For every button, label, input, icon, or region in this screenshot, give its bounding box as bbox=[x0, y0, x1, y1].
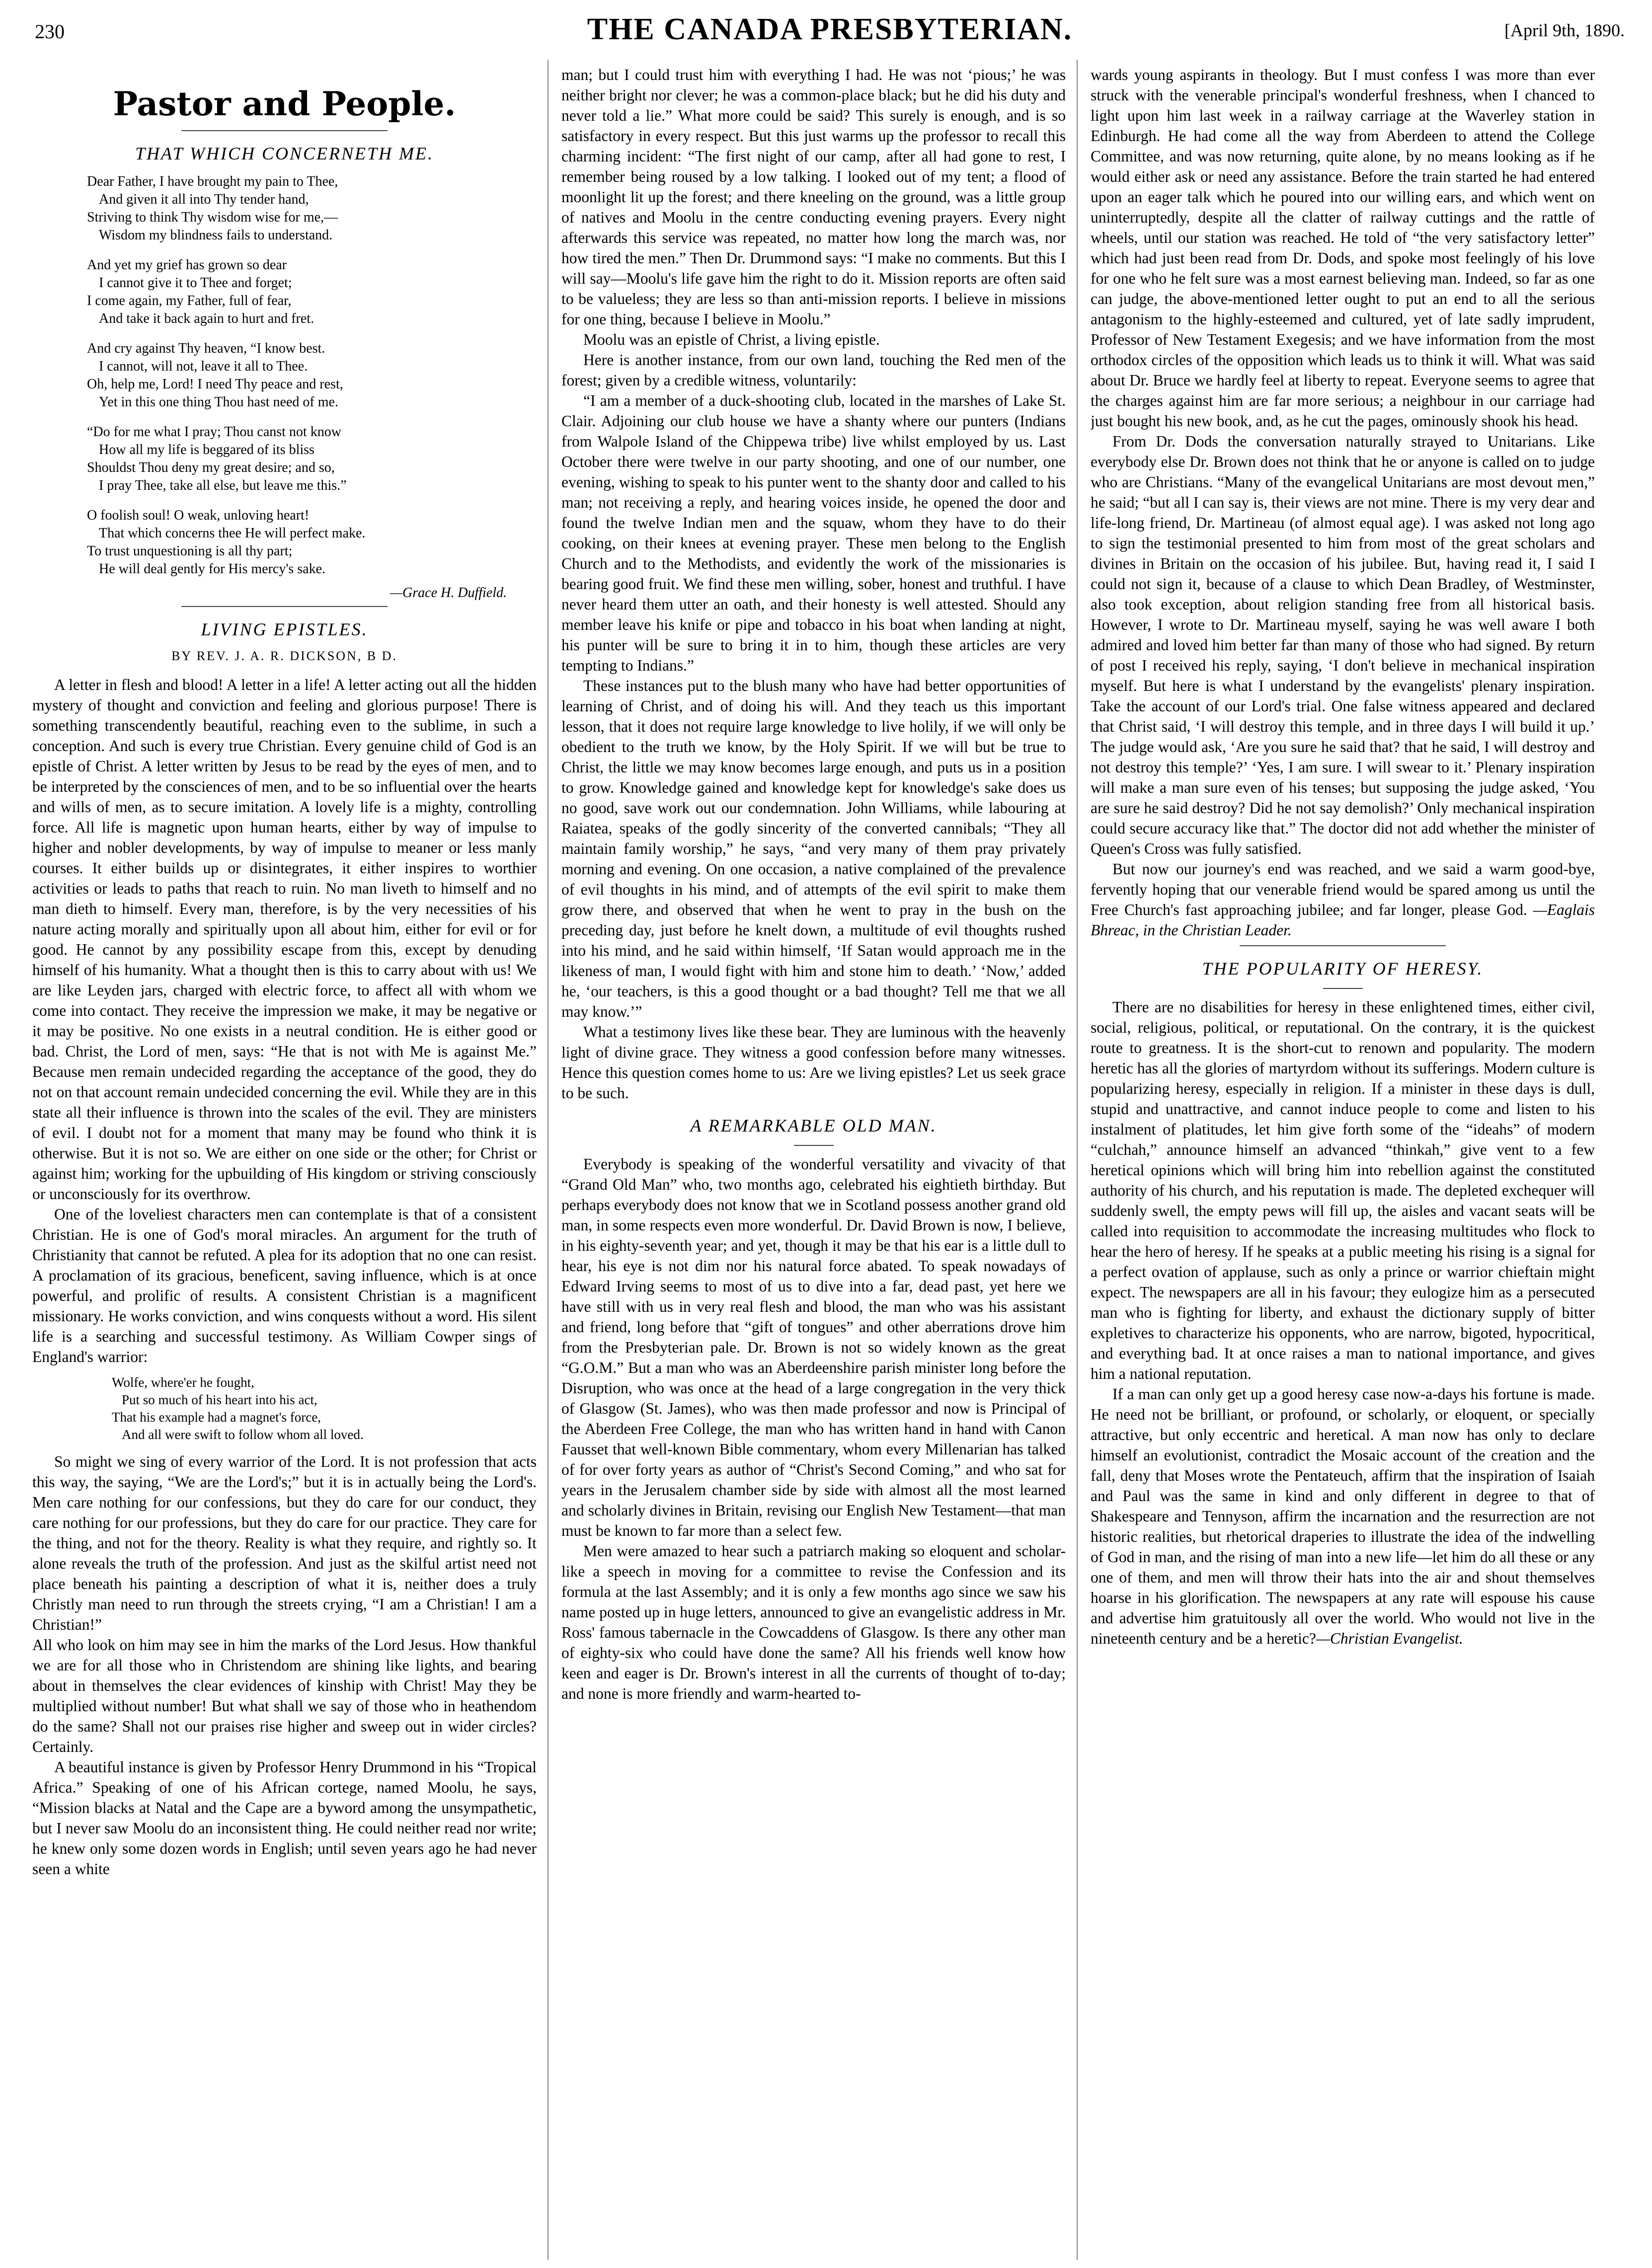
verse-line: And all were swift to follow whom all loved. bbox=[122, 1427, 364, 1442]
poem-line: And cry against Thy heaven, “I know best. bbox=[87, 341, 325, 356]
paragraph: “I am a member of a duck-shooting club, located in the marshes of Lake St. Clair. Adjoining our club house we have a shanty where our punters (Indians from Walpole Island of the Chippewa tribe) live whilst employed by us. Last October there were twelve in our party shooting, and one of our number, one evening, wishing to speak to his punter went to the shanty door and called to his man; not receiving a reply, and hearing voices inside, he opened the door and found the twelve Indian men and the squaw, whom they have to do their cooking, on their knees at evening prayer. These men belong to the English Church and to the Methodists, and evidently the work of the missionaries is bearing good fruit. We find these men willing, sober, honest and truthful. I have never heard them utter an oath, and their honesty is well attested. Should any member leave his knife or pipe and tobacco in his boat when landing at night, his punter will be sure to bring it in to him, though these articles are very tempting to Indians.” bbox=[561, 392, 1066, 674]
section-heading: Pastor and People. bbox=[113, 84, 456, 123]
paragraph: There are no disabilities for heresy in these enlightened times, either civil, social, religious, political, or reputational. On the contrary, it is the quickest route to greatness. It is the short-cut to renown and popularity. The modern heretic has all the glories of martyrdom without its sufferings. Modern culture is popularizing heresy, especially in religion. If a minister in these days is dull, stupid and unattractive, and cannot induce people to come and listen to his instalment of platitudes, let him give forth some of the “ideahs” of modern “culchah,” announce himself an advanced “thinkah,” give vent to a few heretical opinions which will bring him into rebellion against the constituted authority of his church, and his reputation is made. The depleted exchequer will suddenly swell, the empty pews will fill up, the aisles and vacant seats will be called into requisition to accommodate the increasing multitudes who flock to hear the hero of heresy. If he speaks at a public meeting his rising is a signal for a perfect ovation of applause, such as only a prince or warrior chieftain might expect. The newspapers are all in his favour; they eulogize him as a persecuted man who is fighting for liberty, and exhaust the dictionary supply of bitter expletives to characterize his opponents, who are narrow, bigoted, hypocritical, and everything bad. It at once raises a man to national importance, and gives him a national reputation. bbox=[1091, 998, 1595, 1382]
poem-line: Shouldst Thou deny my great desire; and so, bbox=[87, 460, 335, 475]
page-header bbox=[35, 5, 1625, 45]
article-title: A REMARKABLE OLD MAN. bbox=[690, 1116, 937, 1135]
issue-date: [April 9th, 1890. bbox=[1504, 20, 1625, 40]
poem-line: Yet in this one thing Thou hast need of me. bbox=[99, 394, 338, 410]
verse-line: Wolfe, where'er he fought, bbox=[112, 1375, 254, 1390]
poem-line: “Do for me what I pray; Thou canst not know bbox=[87, 424, 341, 440]
paragraph: Moolu was an epistle of Christ, a living epistle. bbox=[583, 331, 880, 348]
paragraph: Men were amazed to hear such a patriarch making so eloquent and scholar-like a speech in moving for a committee to revise the Confession and its formula at the last Assembly; and it is only a few months ago since we saw his name posted up in huge letters, announced to give an evangelistic address in Mr. Ross' famous tabernacle in the Cowcaddens of Glasgow. Is there any other man of eighty-six who could have done the same? All his friends well know how keen and eager is Dr. Brown's interest in all the currents of thought of to-day; and none is more friendly and warm-hearted to- bbox=[561, 1542, 1066, 1702]
poem-stanza bbox=[87, 340, 537, 411]
divider bbox=[1323, 988, 1363, 989]
poem-line: Wisdom my blindness fails to understand. bbox=[99, 227, 333, 243]
poem-stanza bbox=[87, 507, 537, 578]
poem-stanza bbox=[87, 256, 537, 328]
paragraph: A letter in flesh and blood! A letter in a life! A letter acting out all the hidden mystery of thought and conviction and feeling and glorious purpose! There is something transcendently beautiful, reaching even to the sublime, in such a conception. And such is every true Christian. Every genuine child of God is an epistle of Christ. A letter written by Jesus to be read by the eyes of men, and to be interpreted by the consciences of men, and to be so influential over the hearts and wills of men, as to secure imitation. A lovely life is a mighty, controlling force. All life is magnetic upon human hearts, either by way of impulse to higher and nobler developments, by way of impulse to meaner or less manly courses. It either builds up or disintegrates, it either inspires to worthier activities or leads to paths that reach to ruin. No man liveth to himself and no man dieth to himself. Every man, therefore, is by the very necessities of his nature acting morally and spiritually upon all about him, either for evil or for good. He cannot by any possibility escape from this, except by denuding himself of his humanity. What a thought then is this to carry about with us! We are like Leyden jars, charged with electric force, to affect all with whom we come into contact. They receive the impression we make, it may be negative or it may be positive. No one exists in a neutral condition. He is either good or bad. Christ, the Lord of men, says: “He that is not with Me is against Me.” Because men remain undecided regarding the acceptance of the good, they do not on that account remain undecided concerning the evil. While they are in this state all their influence is thrown into the scales of the evil. They are ministers of evil. I doubt not for a moment that many may be found who think it is otherwise. But it is not so. We are either on one side or the other; for Christ or against him; working for the upbuilding of His kingdom or striving consciously or unconsciously for its overthrow. bbox=[32, 676, 537, 1203]
poem-line: I cannot, will not, leave it all to Thee. bbox=[99, 359, 308, 374]
column-2 bbox=[561, 65, 1066, 2260]
column-1 bbox=[32, 65, 537, 2260]
poem-line: How all my life is beggared of its bliss bbox=[99, 442, 315, 457]
quoted-verse bbox=[112, 1374, 537, 1443]
divider bbox=[181, 130, 388, 131]
paragraph: These instances put to the blush many who have had better opportunities of learning of Christ, and of doing his will. And they teach us this important lesson, that it does not require large knowledge to live holily, if we will only be obedient to the truth we know, by the Holy Spirit. If we will but be true to Christ, the little we may know becomes large enough, and puts us in a position to grow. Knowledge gained and knowledge kept for knowledge's sake does us no good, save work out our condemnation. John Williams, while labouring at Raiatea, speaks of the godly sincerity of the converted cannibals; “They all maintain family worship,” he says, “and very many of them pray privately morning and evening. On one occasion, a native complained of the prevalence of evil thoughts in his mind, and of attempts of the evil spirit to make them grow there, and observed that when he went to pray in the bush on the preceding day, just before he knelt down, a multitude of evil thoughts rushed into his mind, and he said within himself, ‘If Satan would approach me in the likeness of man, I would fight with him and stone him to death.’ ‘Now,’ added he, ‘our teachers, is this a good thought or a bad thought? Tell me that we all may know.’” bbox=[561, 677, 1066, 1020]
poem-line: And yet my grief has grown so dear bbox=[87, 257, 287, 273]
paragraph: man; but I could trust him with everything I had. He was not ‘pious;’ he was neither bright nor clever; he was a common-place black; but he did his duty and never told a lie.” What more could be said? This surely is enough, and is so satisfactory in every respect. But this just warms up the professor to recall this charming incident: “The first night of our camp, after all had gone to rest, I remember being roused by a low talking. I looked out of my tent; a flood of moonlight lit up the forest; and there kneeling on the ground, was a little group of natives and Moolu in the centre conducting evening prayers. Every night afterwards this service was repeated, no matter how long the march was, nor how tired the men.” Then Dr. Drummond says: “I make no comments. But this I will say—Moolu's life gave him the right to do it. Mission reports are often said to be valueless; they are less so than anti-mission reports. I believe in missions for one thing, because I believe in Moolu.” bbox=[561, 66, 1066, 328]
paragraph: So might we sing of every warrior of the Lord. It is not profession that acts this way, the saying, “We are the Lord's;” but it is in actually being the Lord's. Men care nothing for our confessions, but they do care for our conduct, they care nothing for our professions, but they do care for our practice. They care for the thing, and not for the theory. Reality is what they require, and rightly so. It alone reveals the truth of the profession. And just as the skilful artist need not place beneath his painting a description of what it is, neither does a truly Christly man need to run through the streets crying, “I am a Christian! I am a Christian!” bbox=[32, 1453, 537, 1633]
poem-line: Dear Father, I have brought my pain to Thee, bbox=[87, 174, 338, 189]
paragraph bbox=[1091, 1384, 1595, 1649]
poem-title: THAT WHICH CONCERNETH ME. bbox=[135, 144, 434, 163]
paragraph: One of the loveliest characters men can contemplate is that of a consistent Christian. He is one of God's moral miracles. An argument for the truth of Christianity that cannot be refuted. A plea for its adoption that no one can resist. A proclamation of its gracious, beneficent, saving influence, which is at once powerful, and prolific of results. A consistent Christian is a magnificent missionary. He works conviction, and wins conquests without a word. His silent life is a searching and successful testimony. As William Cowper sings of England's warrior: bbox=[32, 1206, 537, 1365]
poem-line: Oh, help me, Lord! I need Thy peace and rest, bbox=[87, 377, 343, 392]
article-source: —Christian Evangelist. bbox=[1316, 1630, 1463, 1647]
paragraph: wards young aspirants in theology. But I must confess I was more than ever struck with the venerable principal's wonderful freshness, when I chanced to light upon him last week in a railway carriage at the Waverley station in Edinburgh. He had come all the way from Aberdeen to attend the College Committee, and was now returning, quite alone, by no means looking as if he would either ask or need any assistance. Before the train started he had entered upon an eager talk which he poured into our willing ears, and which went on uninterruptedly, despite all the clatter of railway cuttings and the rattle of wheels, until our station was reached. He told of “the very satisfactory letter” which had just been read from Dr. Dods, and spoke most feelingly of his love for one who he felt sure was a most earnest believing man. Indeed, so far as one can judge, the above-mentioned letter ought to put an end to all the serious antagonism to the highly-esteemed and cultured, yet of late sadly imprudent, Professor of New Testament Exegesis; and we have information from the most orthodox circles of the opposition which leads us to think it will. What was said about Dr. Bruce we hardly feel at liberty to repeat. Everyone seems to agree that the charges against him are far more serious; a neighbour in our carriage had just bought his new book, and, as he cut the pages, ominously shook his head. bbox=[1091, 66, 1595, 430]
article-title: THE POPULARITY OF HERESY. bbox=[1202, 959, 1484, 979]
paragraph-text: If a man can only get up a good heresy case now-a-days his fortune is made. He need not be brilliant, or profound, or scholarly, or eloquent, or specially attractive, but only eccentric and heretical. A man now has only to declare himself an evolutionist, contradict the Mosaic account of the creation and the fall, deny that Moses wrote the Pentateuch, affirm that the inspiration of Isaiah and Paul was the same in kind and only different in degree to that of Shakespeare and Tennyson, affirm the incarnation and the resurrection are not historic realities, but rhetorical draperies to illustrate the idea of the indwelling of God in man, and the rising of man into a new life—let him do all these or any one of them, and men will throw their hats into the air and shout themselves hoarse in his glorification. The newspapers at any rate will espouse his cause and advertise him gratuitously all over the world. Who would not live in the nineteenth century and be a heretic? bbox=[1091, 1385, 1595, 1647]
poem-stanza bbox=[87, 173, 537, 244]
verse-line: That his example had a magnet's force, bbox=[112, 1410, 321, 1425]
paragraph-text: But now our journey's end was reached, and we said a warm good-bye, fervently hoping that our venerable friend would be spared among us until the Free Church's fast approaching jubilee; and far longer, please God. bbox=[1091, 860, 1595, 918]
divider bbox=[181, 606, 388, 607]
poem-line: I cannot give it to Thee and forget; bbox=[99, 275, 292, 291]
poem-stanza bbox=[87, 423, 537, 495]
paragraph bbox=[1091, 859, 1595, 940]
poem-line: He will deal gently for His mercy's sake. bbox=[99, 561, 326, 577]
paragraph: All who look on him may see in him the marks of the Lord Jesus. How thankful we are for all those who in Christendom are shining like lights, and bearing about in themselves the clear evidences of kinship with Christ! May they be multiplied without number! But what shall we say of those who in heathendom do the same? Shall not our praises rise higher and sweep out in wider circles? Certainly. bbox=[32, 1636, 537, 1755]
paragraph: Everybody is speaking of the wonderful versatility and vivacity of that “Grand Old Man” who, two months ago, celebrated his eightieth birthday. But perhaps everybody does not know that we in Scotland possess another grand old man, in some respects even more wonderful. Dr. David Brown is now, I believe, in his eighty-seventh year; and yet, though it may be that his ear is a little dull to hear, his eye is not dim nor his natural force abated. To speak nowadays of Edward Irving seems to most of us to dive into a far, dead past, yet here we have still with us in very real flesh and blood, the man who was his assistant and friend, long before that “gift of tongues” and other aberrations drove him from the Presbyterian pale. Dr. Brown is not so widely known as the great “G.O.M.” But a man who was an Aberdeenshire parish minister long before the Disruption, who was once at the head of a large congregation in the very thick of Glasgow (St. James), who was then made professor and now is Principal of the Aberdeen Free College, the man who has written hand in hand with Canon Fausset that well-known Bible commentary, whom every Millenarian has talked of for over forty years as author of “Christ's Second Coming,” and who sat for years in the Jerusalem chamber side by side with almost all the most learned and scholarly divines in Britain, revising our English New Testament—that man must be known to far more than a select few. bbox=[561, 1155, 1066, 1539]
article-byline: BY REV. J. A. R. DICKSON, B D. bbox=[171, 649, 397, 663]
column-rule bbox=[1077, 60, 1078, 2260]
poem-line: I come again, my Father, full of fear, bbox=[87, 293, 292, 308]
divider bbox=[794, 1145, 834, 1146]
poem-line: And given it all into Thy tender hand, bbox=[99, 192, 309, 207]
divider bbox=[1240, 945, 1446, 946]
poem-line: That which concerns thee He will perfect make. bbox=[99, 526, 366, 541]
column-rule bbox=[548, 60, 549, 2260]
verse-line: Put so much of his heart into his act, bbox=[122, 1392, 317, 1407]
article-source: —Eaglais Bhreac, in the Christian Leader. bbox=[1091, 901, 1595, 939]
poem-line: O foolish soul! O weak, unloving heart! bbox=[87, 508, 310, 523]
poem-line: I pray Thee, take all else, but leave me this.” bbox=[99, 478, 347, 493]
column-3 bbox=[1091, 65, 1595, 2260]
masthead: THE CANADA PRESBYTERIAN. bbox=[587, 12, 1073, 46]
page-number: 230 bbox=[35, 20, 65, 43]
poem-line: Striving to think Thy wisdom wise for me,— bbox=[87, 210, 338, 225]
poem-line: And take it back again to hurt and fret. bbox=[99, 311, 315, 326]
paragraph: From Dr. Dods the conversation naturally strayed to Unitarians. Like everybody else Dr. Brown does not think that he or anyone is called on to judge who are Christians. “Many of the evangelical Unitarians are most devout men,” he said; “but all I can say is, their views are not mine. There is my very dear and life-long friend, Dr. Martineau (of almost equal age). I was asked not long ago to sign the testimonial presented to him from most of the great scholars and divines in Britain on the occasion of his jubilee. But, having read it, I said I could not sign it, because of a clause to which Dean Bradley, of Westminster, also took exception, about religion standing free from all historical basis. However, I wrote to Dr. Martineau myself, saying he was well aware I both admired and loved him better far than many of those who had signed. By return of post I received his reply, saying, ‘I don't believe in mechanical inspiration myself. But here is what I understand by the evangelists' plenary inspiration. Take the account of our Lord's trial. One false witness appeared and declared that Christ said, ‘I will destroy this temple, and in three days I will build it up.’ The judge would ask, ‘Are you sure he said that? that he said, I will destroy and not destroy this temple?’ ‘Yes, I am sure. I will swear to it.’ Plenary inspiration will make a man sure even of his tenses; but supposing the judge asked, ‘You are sure he said destroy? Did he not say demolish?’ Only mechanical inspiration could secure accuracy like that.” The doctor did not add whether the minister of Queen's Cross was fully satisfied. bbox=[1091, 433, 1595, 857]
paragraph: A beautiful instance is given by Professor Henry Drummond in his “Tropical Africa.” Speaking of one of his African cortege, named Moolu, he says, “Mission blacks at Natal and the Cape are a byword among the unsympathetic, but I never saw Moolu do an inconsistent thing. He could neither read nor write; he knew only some dozen words in English; until seven years ago he had never seen a white bbox=[32, 1758, 537, 1878]
article-title: LIVING EPISTLES. bbox=[201, 619, 368, 639]
poem-attribution: —Grace H. Duffield. bbox=[390, 585, 507, 601]
poem-line: To trust unquestioning is all thy part; bbox=[87, 543, 293, 559]
paragraph: Here is another instance, from our own land, touching the Red men of the forest; given by a credible witness, voluntarily: bbox=[561, 351, 1066, 389]
paragraph: What a testimony lives like these bear. They are luminous with the heavenly light of divine grace. They witness a good confession before many witnesses. Hence this question comes home to us: Are we living epistles? Let us seek grace to be such. bbox=[561, 1023, 1066, 1102]
